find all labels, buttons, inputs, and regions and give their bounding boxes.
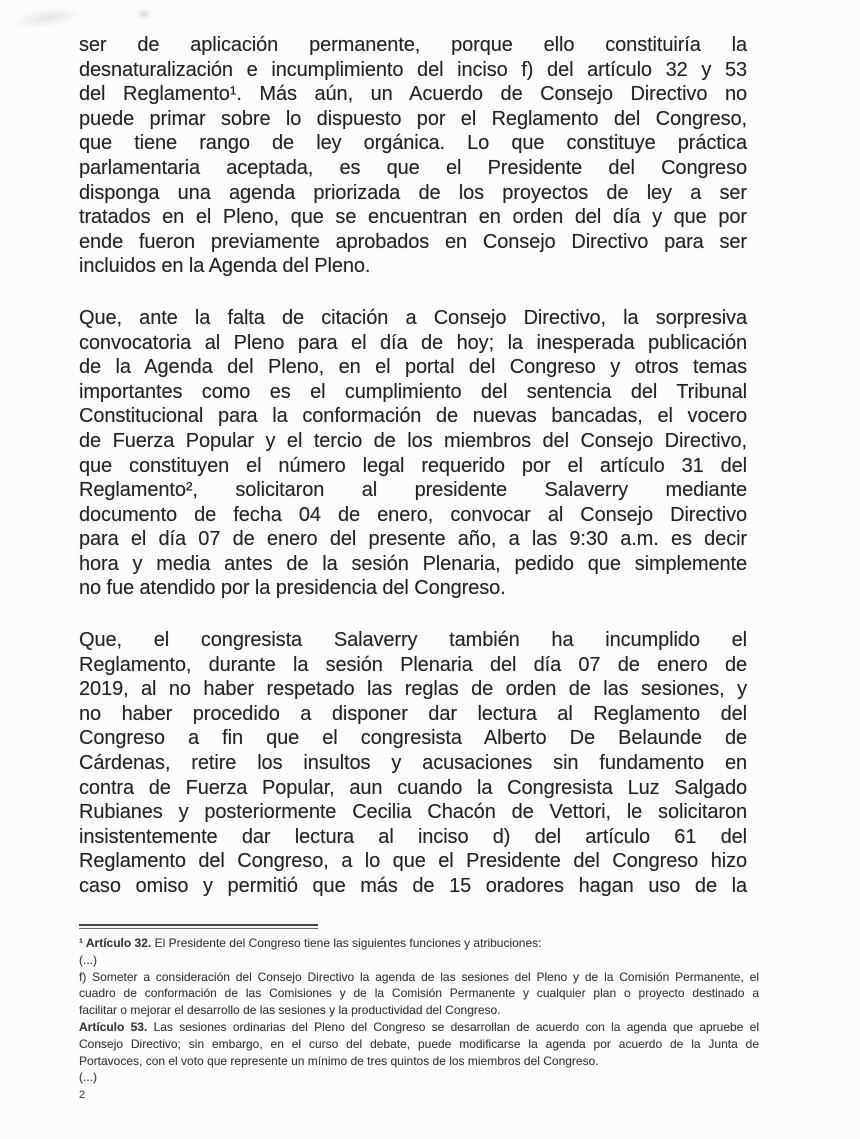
text-line: del Reglamento¹. Más aún, un Acuerdo de Consejo Directivo no — [79, 83, 747, 106]
page-number: 2 — [79, 1089, 86, 1102]
text-line: Congreso a fin que el congresista Alberto De Belaunde de — [79, 727, 747, 750]
footnote-2-first-line-text: Las sesiones ordinarias del Pleno del Congreso se desarrollan de acuerdo con la agenda que apruebe el — [153, 1019, 759, 1034]
scan-smudge — [11, 4, 83, 32]
footnote-1-heading-text: El Presidente del Congreso tiene las siguientes funciones y atribuciones: — [154, 936, 542, 950]
text-line: tratados en el Pleno, que se encuentran en orden del día y que por — [79, 206, 747, 229]
footnote-1-ellipsis: (...) — [79, 952, 97, 967]
text-line: que constituyen el número legal requerido por el artículo 31 del — [79, 454, 747, 477]
text-line: caso omiso y permitió que más de 15 oradores hagan uso de la — [79, 875, 747, 897]
text-line: Cárdenas, retire los insultos y acusaciones sin fundamento en — [79, 752, 747, 775]
scan-smudge — [136, 8, 152, 20]
text-line: contra de Fuerza Popular, aun cuando la Congresista Luz Salgado — [79, 776, 747, 799]
text-line: Que, el congresista Salaverry también ha incumplido el — [79, 629, 747, 652]
footnote-2-first-line — [79, 1019, 759, 1036]
footnote-2-rest — [79, 1036, 759, 1070]
text-line: documento de fecha 04 de enero, convocar al Consejo Directivo — [79, 503, 747, 526]
text-line: no haber procedido a disponer dar lectura al Reglamento del — [79, 702, 747, 725]
text-line: insistentemente dar lectura al inciso d) del artículo 61 del — [79, 825, 747, 848]
text-line: Reglamento², solicitaron al presidente Salaverry mediante — [79, 479, 747, 502]
text-line: para el día 07 de enero del presente año, a las 9:30 a.m. es decir — [79, 528, 747, 551]
text-line: disponga una agenda priorizada de los proyectos de ley a ser — [79, 181, 747, 204]
text-line: de Fuerza Popular y el tercio de los miembros del Consejo Directivo, — [79, 429, 747, 452]
text-line: convocatoria al Pleno para el día de hoy; la inesperada publicación — [79, 331, 747, 354]
footnote-section — [79, 924, 759, 1104]
paragraph-1 — [79, 33, 747, 279]
text-line: hora y media antes de la sesión Plenaria, pedido que simplemente — [79, 552, 747, 575]
footnote-2-ellipsis: (...) — [79, 1070, 97, 1085]
text-line: Reglamento del Congreso, a lo que el Presidente del Congreso hizo — [79, 850, 747, 873]
footnote-divider — [79, 924, 318, 929]
text-line: facilitar o mejorar el desarrollo de las sesiones y la productividad del Congreso. — [79, 1003, 501, 1018]
text-line: ende fueron previamente aprobados en Consejo Directivo para ser — [79, 230, 747, 253]
text-line: Portavoces, con el voto que represente un mínimo de tres quintos de los miembros del Congreso. — [79, 1053, 599, 1068]
paragraph-3 — [79, 628, 747, 899]
text-line: 2019, al no haber respetado las reglas de orden de las sesiones, y — [79, 678, 747, 701]
text-line: de la Agenda del Pleno, en el portal del Congreso y otros temas — [79, 356, 747, 379]
text-line: Consejo Directivo; sin embargo, en el curso del debate, puede modificarse la agenda por acuerdo de la Junta de — [79, 1036, 759, 1051]
text-line: que tiene rango de ley orgánica. Lo que constituye práctica — [79, 132, 747, 155]
text-line: Rubianes y posteriormente Cecilia Chacón de Vettori, le solicitaron — [79, 801, 747, 824]
text-line: f) Someter a consideración del Consejo Directivo la agenda de las sesiones del Pleno y de la Comisión Permanente, el — [79, 969, 759, 984]
text-line: incluidos en la Agenda del Pleno. — [79, 255, 371, 278]
text-line: ser de aplicación permanente, porque ello constituiría la — [79, 34, 747, 56]
text-line: Constitucional para la conformación de nuevas bancadas, el vocero — [79, 405, 747, 428]
document-body — [79, 33, 747, 926]
text-line: no fue atendido por la presidencia del Congreso. — [79, 577, 506, 600]
text-line: puede primar sobre lo dispuesto por el Reglamento del Congreso, — [79, 107, 747, 130]
paragraph-2 — [79, 306, 747, 601]
text-line: desnaturalización e incumplimiento del inciso f) del artículo 32 y 53 — [79, 58, 747, 81]
footnote-1-label: ¹ Artículo 32. — [79, 936, 152, 950]
text-line: cuadro de conformación de las Comisiones y de la Comisión Permanente y cualquier plan o proyecto destinado a — [79, 986, 759, 1001]
text-line: parlamentaria aceptada, es que el Presidente del Congreso — [79, 156, 747, 179]
footnote-2-label: Artículo 53. — [79, 1019, 148, 1034]
footnote-1-item-f — [79, 969, 759, 1019]
footnote-1-heading — [79, 935, 759, 952]
text-line: Que, ante la falta de citación a Consejo Directivo, la sorpresiva — [79, 306, 747, 329]
footnote-2 — [79, 1019, 759, 1069]
text-line: Reglamento, durante la sesión Plenaria del día 07 de enero de — [79, 653, 747, 676]
text-line: importantes como es el cumplimiento del sentencia del Tribunal — [79, 380, 747, 403]
